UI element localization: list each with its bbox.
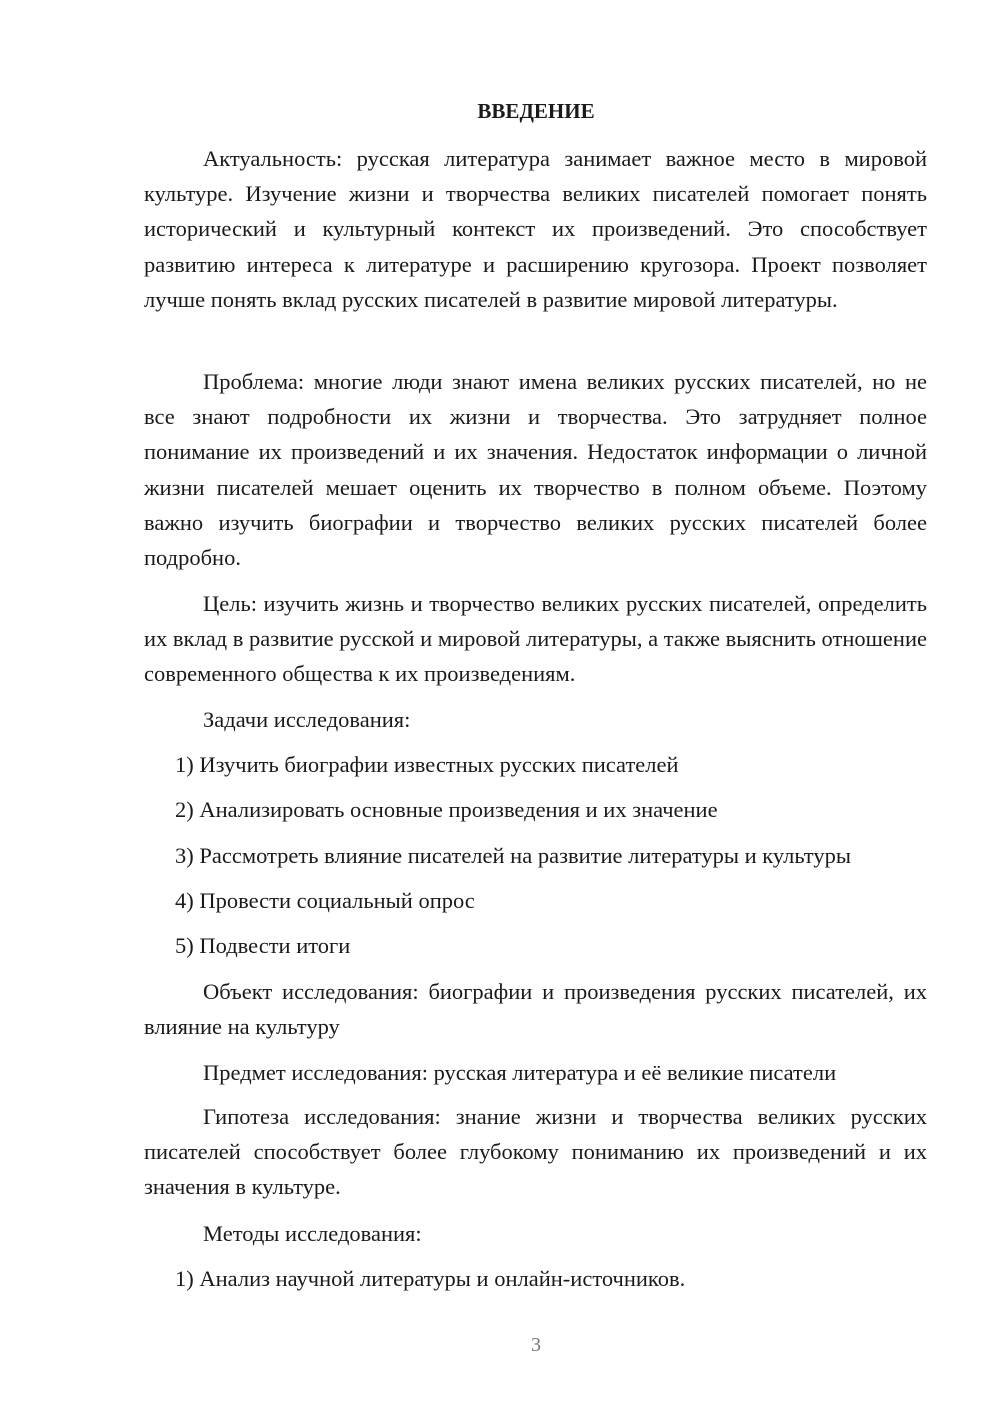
paragraph-relevance: Актуальность: русская литература занимает важное место в мировой культуре. Изучение жизни и творчества великих писателей помогает понять исторический и культурный контекст их произведений. Это способствует развитию интереса к литературе и расширению кругозора. Проект позволяет лучше понять вклад русских писателей в развитие мировой литературы. [144, 146, 927, 312]
paragraph-hypothesis: Гипотеза исследования: знание жизни и творчества великих русских писателей способствует более глубокому пониманию их произведений и их значения в культуре. [144, 1104, 927, 1200]
page-title: ВВЕДЕНИЕ [477, 99, 595, 123]
paragraph-object: Объект исследования: биографии и произведения русских писателей, их влияние на культуру [144, 979, 927, 1040]
page-number: 3 [531, 1334, 541, 1356]
method-item: 1) Анализ научной литературы и онлайн-источников. [175, 1266, 686, 1291]
task-item: 4) Провести социальный опрос [175, 888, 475, 913]
task-item: 1) Изучить биографии известных русских писателей [175, 752, 679, 777]
paragraph-problem: Проблема: многие люди знают имена великих русских писателей, но не все знают подробности их жизни и творчества. Это затрудняет полное понимание их произведений и их значения. Недостаток информации о личной жизни писателей мешает оценить их творчество в полном объеме. Поэтому важно изучить биографии и творчество великих русских писателей более подробно. [144, 369, 927, 571]
methods-title: Методы исследования: [203, 1221, 422, 1246]
task-item: 2) Анализировать основные произведения и их значение [175, 797, 718, 822]
task-item: 3) Рассмотреть влияние писателей на развитие литературы и культуры [175, 843, 851, 868]
paragraph-goal: Цель: изучить жизнь и творчество великих русских писателей, определить их вклад в развитие русской и мировой литературы, а также выяснить отношение современного общества к их произведениям. [144, 591, 927, 687]
tasks-title: Задачи исследования: [203, 707, 411, 732]
task-item: 5) Подвести итоги [175, 933, 351, 958]
research-subject: Предмет исследования: русская литература и её великие писатели [203, 1060, 837, 1085]
